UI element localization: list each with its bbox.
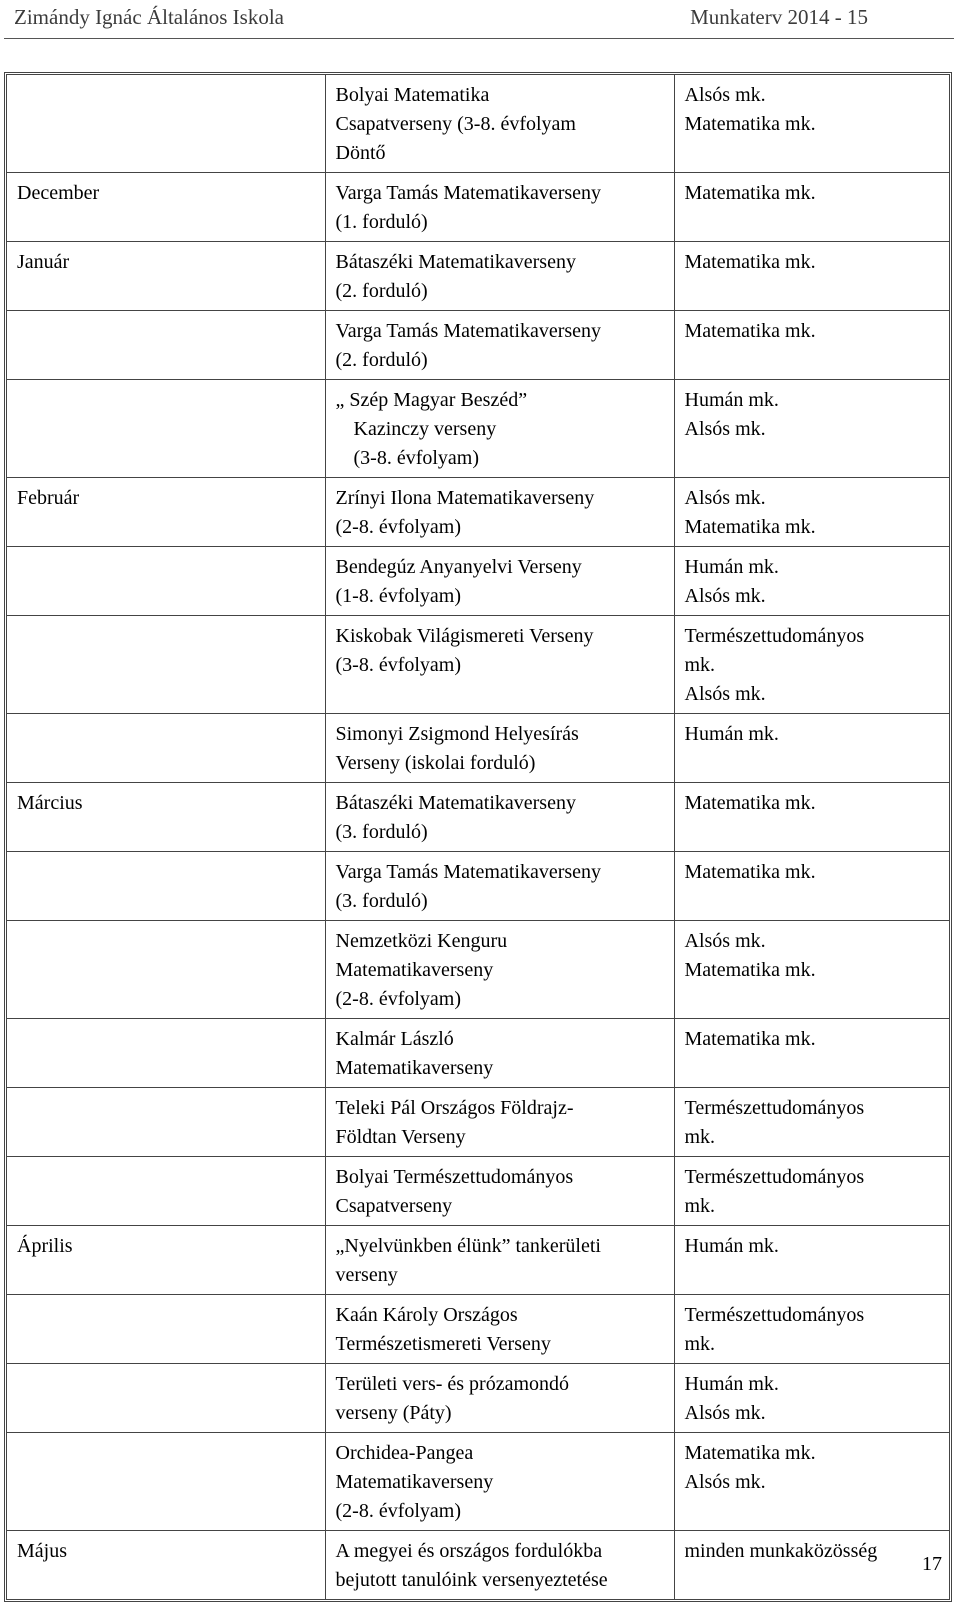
group-line: Humán mk. — [684, 1373, 779, 1395]
group-line: Alsós mk. — [684, 1471, 766, 1493]
event-line: Varga Tamás Matematikaverseny — [335, 320, 602, 342]
event-cell — [325, 783, 674, 852]
group-line: Természettudományos — [684, 625, 865, 647]
event-line: (2. forduló) — [335, 280, 428, 302]
page-header — [0, 0, 960, 36]
table-row — [7, 311, 949, 380]
month-cell: Május — [7, 1531, 325, 1600]
event-line: Területi vers- és prózamondó — [335, 1373, 570, 1395]
month-cell — [7, 852, 325, 921]
table-row — [7, 1226, 949, 1295]
event-line: Bátaszéki Matematikaverseny — [335, 792, 576, 814]
group-line: Alsós mk. — [684, 585, 766, 607]
group-line: Alsós mk. — [684, 930, 766, 952]
table-row — [7, 1019, 949, 1088]
event-cell — [325, 1226, 674, 1295]
group-cell — [674, 1433, 949, 1531]
month-cell — [7, 1019, 325, 1088]
month-cell: December — [7, 173, 325, 242]
event-line: Bolyai Természettudományos — [335, 1166, 574, 1188]
event-line: (3. forduló) — [335, 821, 428, 843]
event-line: Verseny (iskolai forduló) — [335, 752, 536, 774]
event-line: „ Szép Magyar Beszéd” — [335, 389, 528, 411]
event-cell — [325, 311, 674, 380]
group-cell — [674, 75, 949, 173]
group-line: Matematika mk. — [684, 1442, 816, 1464]
event-cell — [325, 714, 674, 783]
group-cell — [674, 242, 949, 311]
school-name: Zimándy Ignác Általános Iskola — [14, 5, 285, 29]
event-cell — [325, 1364, 674, 1433]
group-line: mk. — [684, 654, 716, 676]
month-cell — [7, 714, 325, 783]
table-row — [7, 783, 949, 852]
event-cell — [325, 1157, 674, 1226]
table-row — [7, 714, 949, 783]
event-line: (2-8. évfolyam) — [335, 516, 462, 538]
month-cell — [7, 311, 325, 380]
event-line: bejutott tanulóink versenyeztetése — [335, 1569, 608, 1591]
group-cell — [674, 1019, 949, 1088]
month-cell — [7, 1364, 325, 1433]
event-cell — [325, 616, 674, 714]
event-line: Nemzetközi Kenguru — [335, 930, 508, 952]
group-line: Matematika mk. — [684, 1028, 816, 1050]
month-cell — [7, 547, 325, 616]
event-line: Természetismereti Verseny — [335, 1333, 551, 1355]
event-line: Döntő — [335, 142, 386, 164]
event-line: (3-8. évfolyam) — [353, 447, 480, 469]
event-line: Varga Tamás Matematikaverseny — [335, 861, 602, 883]
table-row — [7, 852, 949, 921]
event-line: Zrínyi Ilona Matematikaverseny — [335, 487, 595, 509]
event-line: (2. forduló) — [335, 349, 428, 371]
competition-table — [7, 75, 949, 1599]
event-cell — [325, 1295, 674, 1364]
plan-title: Munkaterv 2014 - 15 — [690, 5, 868, 29]
event-line: (2-8. évfolyam) — [335, 988, 462, 1010]
event-cell — [325, 1088, 674, 1157]
event-line: Varga Tamás Matematikaverseny — [335, 182, 602, 204]
event-line: Bendegúz Anyanyelvi Verseny — [335, 556, 582, 578]
event-line: (1. forduló) — [335, 211, 428, 233]
month-cell: Január — [7, 242, 325, 311]
event-line: verseny — [335, 1264, 398, 1286]
event-line: Teleki Pál Országos Földrajz- — [335, 1097, 574, 1119]
month-cell — [7, 1157, 325, 1226]
group-line: Matematika mk. — [684, 251, 816, 273]
table-row — [7, 921, 949, 1019]
group-cell — [674, 547, 949, 616]
table-row — [7, 1531, 949, 1600]
month-cell — [7, 616, 325, 714]
event-line: Simonyi Zsigmond Helyesírás — [335, 723, 579, 745]
group-line: Matematika mk. — [684, 516, 816, 538]
group-line: Alsós mk. — [684, 1402, 766, 1424]
event-line: verseny (Páty) — [335, 1402, 452, 1424]
table-row — [7, 1295, 949, 1364]
page-number: 17 — [922, 1553, 942, 1575]
event-cell — [325, 242, 674, 311]
event-line: Bátaszéki Matematikaverseny — [335, 251, 576, 273]
group-line: Alsós mk. — [684, 418, 766, 440]
group-line: Természettudományos — [684, 1304, 865, 1326]
group-cell — [674, 1531, 949, 1600]
group-line: Alsós mk. — [684, 84, 766, 106]
group-line: Humán mk. — [684, 723, 779, 745]
table-body — [7, 75, 949, 1599]
event-line: Bolyai Matematika — [335, 84, 490, 106]
event-line: (1-8. évfolyam) — [335, 585, 462, 607]
event-line: A megyei és országos fordulókba — [335, 1540, 603, 1562]
group-cell — [674, 1088, 949, 1157]
month-cell: Március — [7, 783, 325, 852]
month-cell — [7, 1088, 325, 1157]
event-cell — [325, 380, 674, 478]
event-line: Kazinczy verseny — [353, 418, 497, 440]
event-cell — [325, 75, 674, 173]
group-cell — [674, 1295, 949, 1364]
group-cell — [674, 311, 949, 380]
group-line: Matematika mk. — [684, 113, 816, 135]
table-row — [7, 616, 949, 714]
month-cell — [7, 380, 325, 478]
event-cell — [325, 173, 674, 242]
event-line: Orchidea-Pangea — [335, 1442, 474, 1464]
month-cell — [7, 1295, 325, 1364]
event-cell — [325, 1019, 674, 1088]
event-line: Matematikaverseny — [335, 1057, 494, 1079]
group-line: Matematika mk. — [684, 792, 816, 814]
table-row — [7, 380, 949, 478]
event-cell — [325, 852, 674, 921]
header-rule — [4, 38, 954, 39]
group-line: Alsós mk. — [684, 683, 766, 705]
event-line: (3. forduló) — [335, 890, 428, 912]
event-cell — [325, 478, 674, 547]
group-line: Matematika mk. — [684, 959, 816, 981]
month-cell: Április — [7, 1226, 325, 1295]
event-cell — [325, 1531, 674, 1600]
group-line: Matematika mk. — [684, 320, 816, 342]
group-cell — [674, 173, 949, 242]
group-line: minden munkaközösség — [684, 1540, 878, 1562]
month-cell: Február — [7, 478, 325, 547]
table-row — [7, 547, 949, 616]
table-row — [7, 1364, 949, 1433]
group-line: mk. — [684, 1126, 716, 1148]
event-line: Csapatverseny — [335, 1195, 453, 1217]
group-cell — [674, 1364, 949, 1433]
month-cell — [7, 75, 325, 173]
group-line: Természettudományos — [684, 1166, 865, 1188]
group-line: mk. — [684, 1333, 716, 1355]
table-row — [7, 1433, 949, 1531]
group-cell — [674, 852, 949, 921]
event-line: Kalmár László — [335, 1028, 454, 1050]
group-cell — [674, 380, 949, 478]
group-line: mk. — [684, 1195, 716, 1217]
event-line: (3-8. évfolyam) — [335, 654, 462, 676]
event-line: Kaán Károly Országos — [335, 1304, 518, 1326]
event-line: (2-8. évfolyam) — [335, 1500, 462, 1522]
event-cell — [325, 921, 674, 1019]
event-line: „Nyelvünkben élünk” tankerületi — [335, 1235, 601, 1257]
group-line: Matematika mk. — [684, 861, 816, 883]
table-row — [7, 75, 949, 173]
month-cell — [7, 921, 325, 1019]
table-row — [7, 1088, 949, 1157]
event-line: Földtan Verseny — [335, 1126, 466, 1148]
group-line: Matematika mk. — [684, 182, 816, 204]
group-cell — [674, 616, 949, 714]
event-line: Kiskobak Világismereti Verseny — [335, 625, 594, 647]
event-line: Matematikaverseny — [335, 959, 494, 981]
group-line: Természettudományos — [684, 1097, 865, 1119]
group-cell — [674, 921, 949, 1019]
group-line: Humán mk. — [684, 1235, 779, 1257]
group-line: Alsós mk. — [684, 487, 766, 509]
group-cell — [674, 714, 949, 783]
group-cell — [674, 1157, 949, 1226]
event-cell — [325, 547, 674, 616]
event-line: Matematikaverseny — [335, 1471, 494, 1493]
group-line: Humán mk. — [684, 556, 779, 578]
table-row — [7, 478, 949, 547]
event-cell — [325, 1433, 674, 1531]
table-row — [7, 173, 949, 242]
group-cell — [674, 1226, 949, 1295]
group-line: Humán mk. — [684, 389, 779, 411]
table-row — [7, 242, 949, 311]
group-cell — [674, 783, 949, 852]
month-cell — [7, 1433, 325, 1531]
event-line: Csapatverseny (3-8. évfolyam — [335, 113, 576, 135]
group-cell — [674, 478, 949, 547]
table-row — [7, 1157, 949, 1226]
